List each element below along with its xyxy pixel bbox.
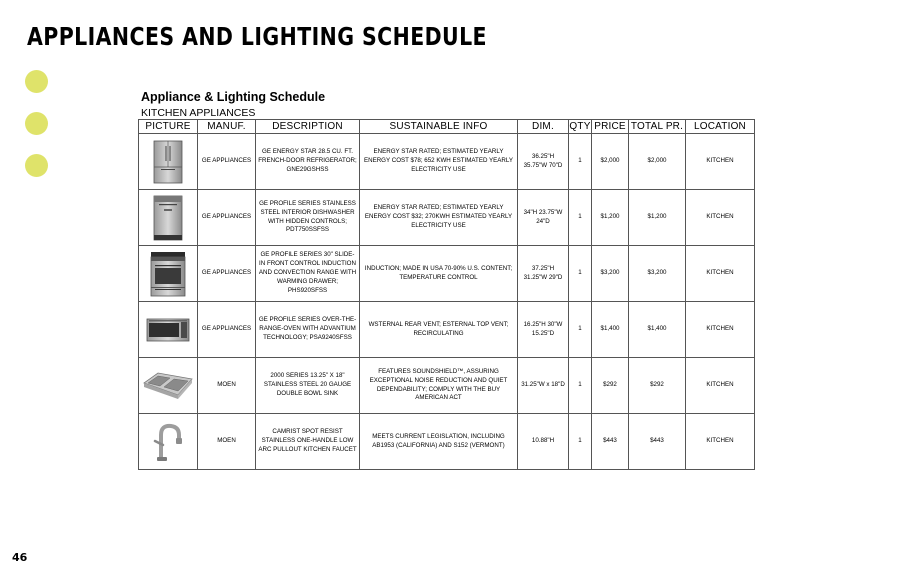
description-cell: GE ENERGY STAR 28.5 CU. FT. FRENCH-DOOR REFRIGERATOR; GNE29GSHSS <box>256 134 360 190</box>
location-cell: KITCHEN <box>686 190 755 246</box>
sustainable-info-cell: WSTERNAL REAR VENT; ESTERNAL TOP VENT; RECIRCULATING <box>360 302 518 358</box>
picture-cell <box>139 190 198 246</box>
dimensions-cell: 37.25"H 31.25"W 29"D <box>518 246 569 302</box>
sustainable-info-cell: MEETS CURRENT LEGISLATION, INCLUDING AB1953 (CALIFORNIA) AND S152 (VERMONT) <box>360 414 518 470</box>
refrigerator-image <box>153 140 183 184</box>
range-image <box>150 251 186 297</box>
column-header-location: LOCATION <box>686 120 755 134</box>
page-heading: APPLIANCES AND LIGHTING SCHEDULE <box>27 22 487 51</box>
column-header-dimensions: DIM. <box>518 120 569 134</box>
sustainable-info-cell: ENERGY STAR RATED; ESTIMATED YEARLY ENERGY COST $32; 270KWH ESTIMATED YEARLY ELECTRICITY USE <box>360 190 518 246</box>
appliance-schedule-table <box>138 119 755 470</box>
table-row <box>139 134 755 190</box>
manufacturer-cell: GE APPLIANCES <box>198 246 256 302</box>
dimensions-cell: 31.25"W x 18"D <box>518 358 569 414</box>
schedule-subtitle: KITCHEN APPLIANCES <box>141 107 256 119</box>
sink-image <box>142 369 194 403</box>
location-cell: KITCHEN <box>686 414 755 470</box>
table-row <box>139 358 755 414</box>
location-cell: KITCHEN <box>686 246 755 302</box>
sustainable-info-cell: INDUCTION; MADE IN USA 70-90% U.S. CONTENT; TEMPERATURE CONTROL <box>360 246 518 302</box>
description-cell: GE PROFILE SERIES OVER-THE-RANGE-OVEN WITH ADVANTIUM TECHNOLOGY; PSA9240SFSS <box>256 302 360 358</box>
qty-cell: 1 <box>569 358 592 414</box>
table-header-row <box>139 120 755 134</box>
price-cell: $443 <box>592 414 629 470</box>
qty-cell: 1 <box>569 246 592 302</box>
dishwasher-image <box>153 195 183 241</box>
price-cell: $1,400 <box>592 302 629 358</box>
schedule-title: Appliance & Lighting Schedule <box>141 90 326 104</box>
table-row <box>139 414 755 470</box>
qty-cell: 1 <box>569 190 592 246</box>
qty-cell: 1 <box>569 414 592 470</box>
table-row <box>139 246 755 302</box>
sustainable-info-cell: FEATURES SOUNDSHIELD™, ASSURING EXCEPTIONAL NOISE REDUCTION AND QUIET DEPENDABILITY; COMPLY WITH THE BUY AMERICAN ACT <box>360 358 518 414</box>
total-price-cell: $292 <box>629 358 686 414</box>
price-cell: $2,000 <box>592 134 629 190</box>
dimensions-cell: 10.88"H <box>518 414 569 470</box>
description-cell: GE PROFILE SERIES 30" SLIDE-IN FRONT CONTROL INDUCTION AND CONVECTION RANGE WITH WARMING DRAWER; PHS920SFSS <box>256 246 360 302</box>
sustainable-info-cell: ENERGY STAR RATED; ESTIMATED YEARLY ENERGY COST $78; 652 KWH ESTIMATED YEARLY ELECTRICITY USE <box>360 134 518 190</box>
column-header-qty: QTY <box>569 121 591 132</box>
table-row <box>139 190 755 246</box>
accent-dot <box>25 112 48 135</box>
description-cell: 2000 SERIES 13.25" X 18" STAINLESS STEEL 20 GAUGE DOUBLE BOWL SINK <box>256 358 360 414</box>
price-cell: $1,200 <box>592 190 629 246</box>
column-header-picture: PICTURE <box>139 120 198 134</box>
price-cell: $292 <box>592 358 629 414</box>
description-cell: CAMRIST SPOT RESIST STAINLESS ONE-HANDLE LOW ARC PULLOUT KITCHEN FAUCET <box>256 414 360 470</box>
faucet-image <box>151 421 185 463</box>
column-header-price: PRICE <box>592 120 629 134</box>
total-price-cell: $2,000 <box>629 134 686 190</box>
page-number: 46 <box>12 551 28 564</box>
description-cell: GE PROFILE SERIES STAINLESS STEEL INTERIOR DISHWASHER WITH HIDDEN CONTROLS; PDT750SSFSS <box>256 190 360 246</box>
qty-cell: 1 <box>569 134 592 190</box>
picture-cell <box>139 134 198 190</box>
manufacturer-cell: GE APPLIANCES <box>198 190 256 246</box>
column-header-total-price: TOTAL PR. <box>629 120 686 134</box>
manufacturer-cell: MOEN <box>198 358 256 414</box>
qty-cell: 1 <box>569 302 592 358</box>
manufacturer-cell: GE APPLIANCES <box>198 134 256 190</box>
price-cell: $3,200 <box>592 246 629 302</box>
column-header-description: DESCRIPTION <box>256 120 360 134</box>
manufacturer-cell: GE APPLIANCES <box>198 302 256 358</box>
accent-dot <box>25 70 48 93</box>
total-price-cell: $1,400 <box>629 302 686 358</box>
column-header-sustainable-info: SUSTAINABLE INFO <box>360 120 518 134</box>
total-price-cell: $443 <box>629 414 686 470</box>
table-row <box>139 302 755 358</box>
location-cell: KITCHEN <box>686 358 755 414</box>
manufacturer-cell: MOEN <box>198 414 256 470</box>
dimensions-cell: 34"H 23.75"W 24"D <box>518 190 569 246</box>
location-cell: KITCHEN <box>686 134 755 190</box>
dimensions-cell: 36.25"H 35.75"W 70"D <box>518 134 569 190</box>
location-cell: KITCHEN <box>686 302 755 358</box>
total-price-cell: $1,200 <box>629 190 686 246</box>
column-header-manufacturer: MANUF. <box>198 120 256 134</box>
picture-cell <box>139 302 198 358</box>
picture-cell <box>139 358 198 414</box>
total-price-cell: $3,200 <box>629 246 686 302</box>
accent-dot <box>25 154 48 177</box>
dimensions-cell: 16.25"H 30"W 15.25"D <box>518 302 569 358</box>
microwave-image <box>146 318 190 342</box>
picture-cell <box>139 414 198 470</box>
picture-cell <box>139 246 198 302</box>
